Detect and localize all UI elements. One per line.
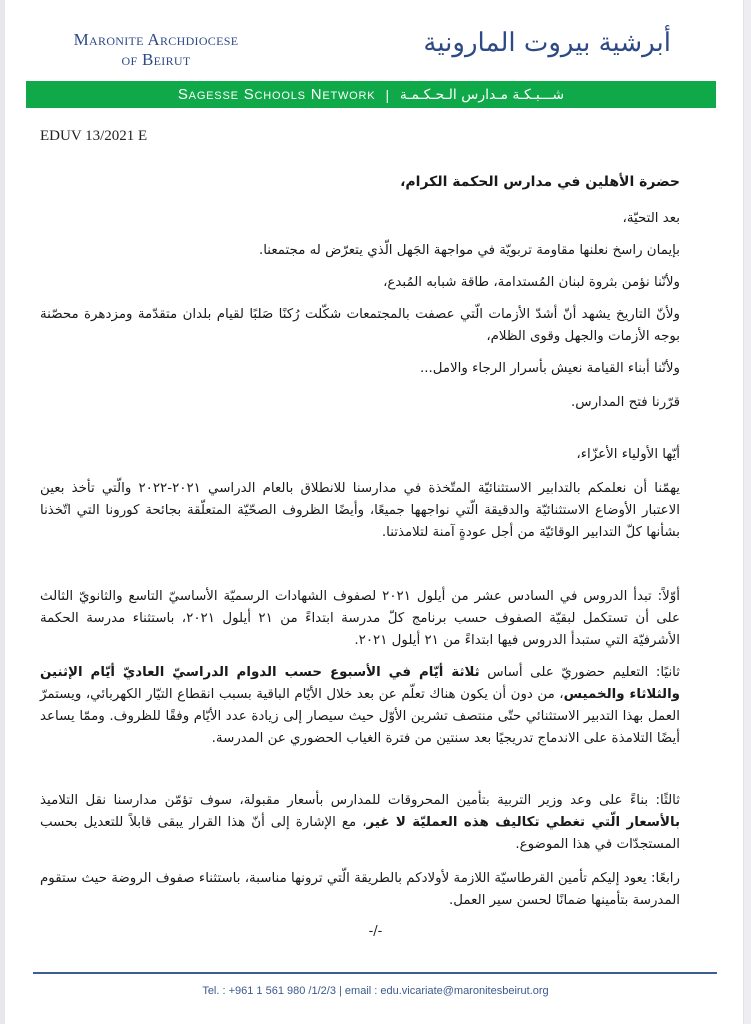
intro-line-1: بعد التحيّة،: [622, 211, 680, 226]
intro-line-2: بإيمان راسخ نعلنها مقاومة تربويّة في مواجهة الجَهل الّذي يتعرّض له مجتمعنا.: [258, 243, 680, 258]
letterhead-org-arabic: أبرشية بيروت المارونية: [423, 28, 671, 58]
salutation: حضرة الأهلين في مدارس الحكمة الكرام،: [400, 174, 680, 190]
banner-english: Sagesse Schools Network: [177, 86, 376, 103]
intro-line-3: ولأنّنا نؤمن بثروة لبنان المُستدامة، طاقة شبابه المُبدع،: [383, 275, 680, 290]
point-second-bold: ثلاثة أيّام في الأسبوع حسب الدوام الدراسيّ العاديّ أيّام الإثنين والثلاثاء والخميس: [40, 665, 680, 702]
point-first: أوّلاً: تبدأ الدروس في السادس عشر من أيلول ٢٠٢١ لصفوف الشهادات الرسميّة الأساسيّ التاسع والثانويّ الثالث على أن تستكمل لبقيّة الصفوف حسب برنامج كلّ مدرسة ابتداءً من ٢١ أيلول ٢٠٢١، باستثناء مدرسة الحكمة الأشرفيّة التي ستبدأ الدروس فيها ابتداءً من ٢١ أيلول ٢٠٢١.: [40, 589, 680, 648]
banner-separator: |: [385, 86, 390, 103]
page-edge-left: [0, 0, 5, 1024]
banner-arabic: شـــبـكـة مـدارس الـحـكـمـة: [399, 86, 565, 103]
org-name-line2: of Beirut: [121, 50, 191, 69]
point-third: ثالثًا: بناءً على وعد وزير التربية بتأمين المحروقات للمدارس بأسعار مقبولة، سوف تؤمّن مدارسنا نقل التلاميذ بالأسعار الّتي تغطي تكاليف هذه العمليّة لا غير، مع الإشارة إلى أنّ هذا القرار يبقى قابلاً للتعديل بحسب المستجدّات في هذا الموضوع.: [40, 793, 681, 852]
footer-contact: Tel. : +961 1 561 980 /1/2/3 | email : edu.vicariate@maronitesbeirut.org: [202, 985, 549, 997]
point-third-bold: بالأسعار الّتي تغطي تكاليف هذه العمليّة لا غير: [366, 815, 681, 830]
reference-number: EDUV 13/2021 E: [40, 128, 148, 144]
greeting-parents: أيّها الأولياء الأعزّاء،: [576, 447, 680, 462]
point-fourth: رابعًا: يعود إليكم تأمين القرطاسيّة اللازمة لأولادكم بالطريقة الّتي ترونها مناسبة، باستثناء صفوف الروضة حيث ستقوم المدرسة بتأمينها ضمانًا لحسن سير العمل.: [40, 871, 680, 908]
paragraph-measures: يهمّنا أن نعلمكم بالتدابير الاستثنائيّة المتّخذة في مدارسنا للانطلاق بالعام الدراسي ٢٠٢١-٢٠٢٢ والّتي تأخذ بعين الاعتبار الأوضاع الاستثنائيّة والدقيقة الّتي نواجهها جميعًا، وأيضًا الظروف الصحّيّة المتعلّقة بجائحة كورونا التي اتّخذنا بشأنها كلّ التدابير الوقائيّة من أجل عودةٍ آمنة لتلامذتنا.: [40, 481, 680, 540]
org-name-line1: Maronite Archdiocese: [73, 30, 239, 49]
footer-divider: [33, 972, 717, 974]
page-edge-right: [743, 0, 751, 1024]
intro-line-6: قرّرنا فتح المدارس.: [570, 395, 680, 410]
point-second: ثانيًا: التعليم حضوريّ على أساس ثلاثة أيّام في الأسبوع حسب الدوام الدراسيّ العاديّ أيّام الإثنين والثلاثاء والخميس، من دون أن يكون هناك تعلّم عن بعد خلال الأيّام الباقية بسبب انقطاع التيّار الكهربائي، ويستمرّ العمل بهذا التدبير الاستثنائي حتّى منتصف تشرين الأوّل حيث سيصار إلى زيادة عدد الأيّام وفقًا للظروف. وممّا يساعد أيضًا التلامذة على الاندماج تدريجيًا بعد سنتين من فترة الغياب الحضوري عن المدرسة.: [40, 665, 680, 746]
intro-line-5: ولأنّنا أبناء القيامة نعيش بأسرار الرجاء والامل...: [419, 361, 680, 376]
letterhead-org-english: [46, 30, 266, 70]
page-marker: -/-: [368, 924, 383, 939]
network-banner: [26, 81, 716, 108]
intro-line-4: ولأنّ التاريخ يشهد أنّ أشدّ الأزمات الّتي عصفت بالمجتمعات شكّلت رُكنًا صَلبًا لقيام بلدان متقدّمة ومزدهرة محصّنة بوجه الأزمات والجهل وقوى الظلام،: [40, 307, 680, 344]
